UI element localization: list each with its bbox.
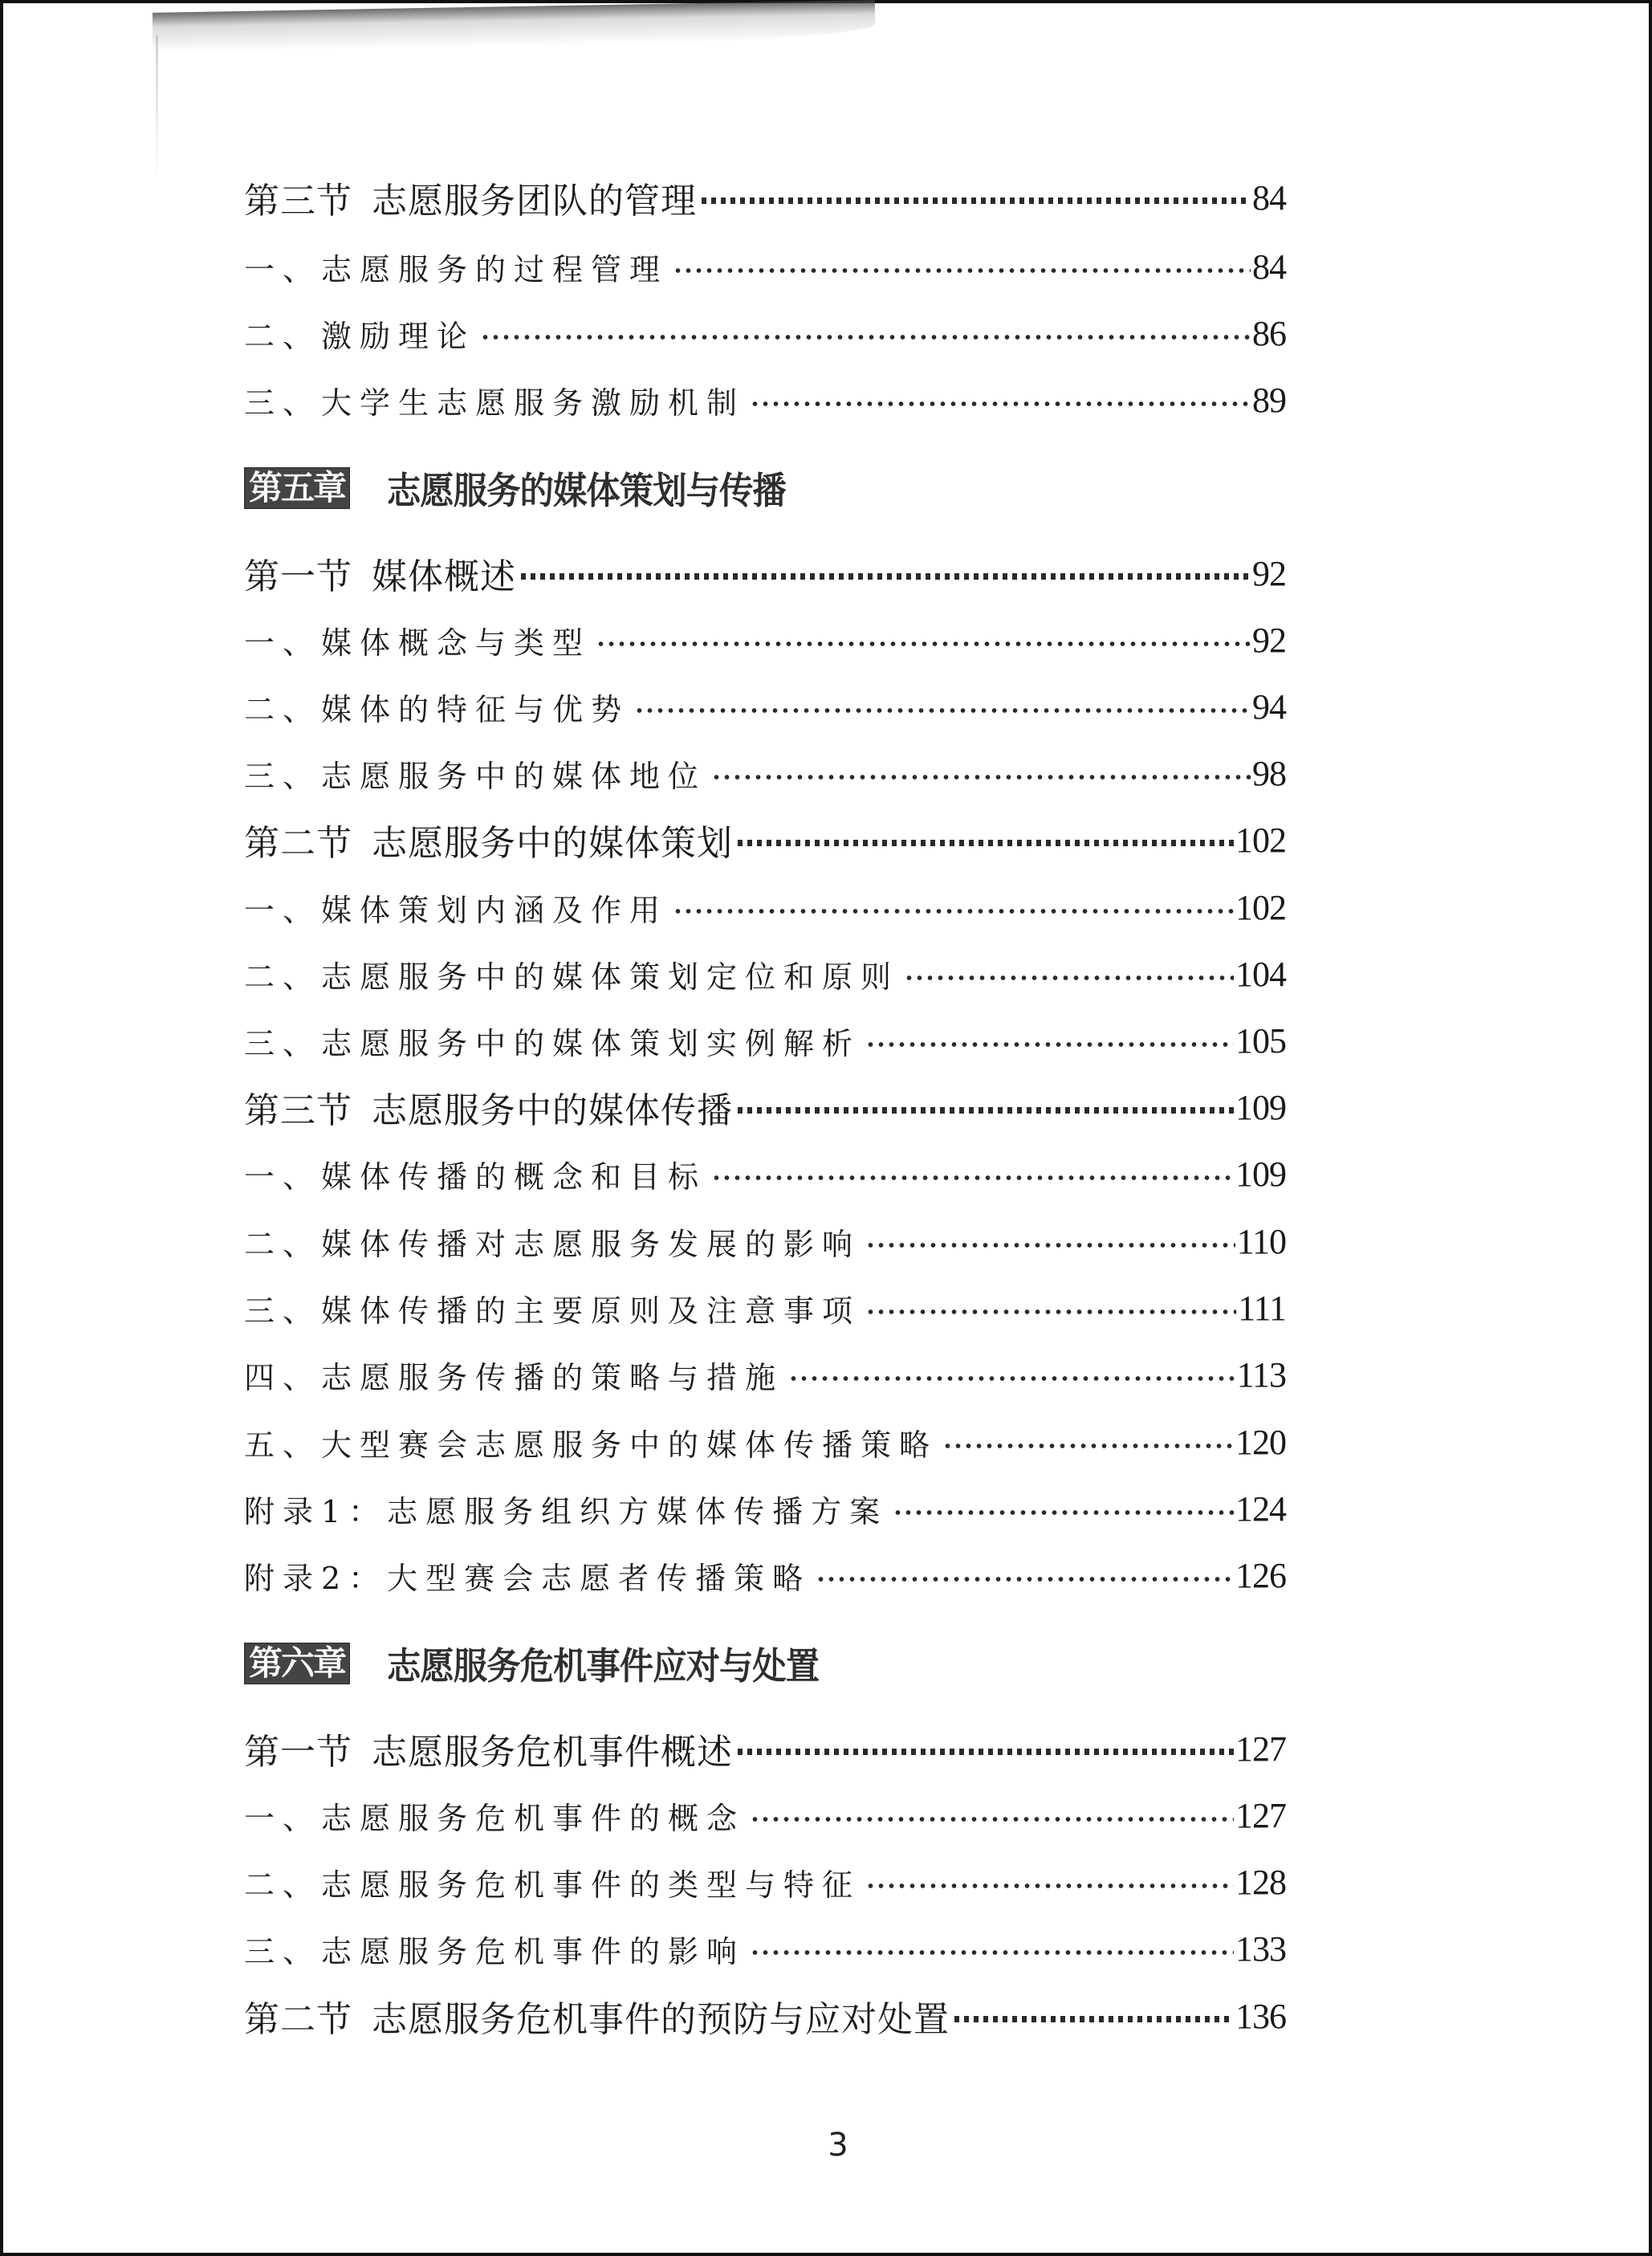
- chapter-title: 志愿服务的媒体策划与传播: [387, 469, 786, 512]
- toc-item-row[interactable]: [244, 1284, 1286, 1332]
- section-title: 志愿服务团队的管理: [372, 181, 697, 222]
- toc-item-row[interactable]: [244, 242, 1286, 291]
- toc-item-title: 三、志愿服务中的媒体地位: [244, 758, 707, 794]
- toc-appendix-row[interactable]: [244, 1484, 1286, 1533]
- page-ref: 133: [1235, 1928, 1286, 1969]
- toc-item-title: 二、激励理论: [244, 318, 476, 354]
- dot-leader: [865, 1040, 1234, 1049]
- dot-leader: [893, 1509, 1234, 1517]
- toc-item-row[interactable]: [244, 1418, 1286, 1466]
- page-ref: 105: [1235, 1020, 1286, 1061]
- page-ref: 128: [1235, 1862, 1286, 1902]
- page-ref: 102: [1235, 820, 1286, 860]
- dot-leader: [738, 1749, 1234, 1755]
- dot-leader: [904, 974, 1234, 982]
- toc-section-label: [244, 1081, 733, 1133]
- dot-leader: [634, 707, 1251, 715]
- dot-leader: [865, 1308, 1236, 1316]
- dot-leader: [711, 1174, 1234, 1182]
- page-ref: 84: [1252, 177, 1286, 218]
- toc-item-row[interactable]: [244, 883, 1286, 931]
- toc-item-title: 四、志愿服务传播的策略与措施: [244, 1359, 784, 1395]
- toc-item-row[interactable]: [244, 1150, 1286, 1198]
- section-title: 志愿服务中的媒体传播: [372, 1090, 733, 1131]
- page-ref: 102: [1235, 887, 1286, 927]
- toc-section-row[interactable]: [244, 1083, 1286, 1131]
- dot-leader: [750, 400, 1251, 408]
- toc-appendix-row[interactable]: [244, 1551, 1286, 1599]
- dot-leader: [702, 198, 1251, 204]
- toc-section-row[interactable]: [244, 1725, 1286, 1773]
- section-title: 志愿服务中的媒体策划: [372, 823, 733, 864]
- page-ref: 126: [1235, 1555, 1286, 1595]
- toc-section-label: [244, 172, 697, 223]
- dot-leader: [750, 1815, 1234, 1823]
- section-number: 第二节: [244, 823, 352, 864]
- toc-section-label: [244, 548, 516, 599]
- page-ref: 84: [1252, 246, 1286, 287]
- toc-item-title: 一、媒体传播的概念和目标: [244, 1159, 707, 1195]
- toc-item-title: 一、媒体策划内涵及作用: [244, 892, 669, 928]
- dot-leader: [788, 1374, 1235, 1383]
- dot-leader: [596, 640, 1251, 648]
- section-number: 第一节: [244, 1732, 352, 1773]
- toc-item-row[interactable]: [244, 616, 1286, 664]
- toc-item-title: 一、志愿服务的过程管理: [244, 251, 669, 287]
- dot-leader: [711, 773, 1251, 781]
- page-ref: 109: [1235, 1154, 1286, 1194]
- toc-section-label: [244, 1990, 950, 2042]
- page-ref: 127: [1235, 1795, 1286, 1835]
- toc-item-title: 三、媒体传播的主要原则及注意事项: [244, 1293, 861, 1329]
- dot-leader: [673, 267, 1251, 275]
- page-ref: 113: [1236, 1354, 1286, 1395]
- dot-leader: [673, 907, 1234, 915]
- toc-item-title: 五、大型赛会志愿服务中的媒体传播策略: [244, 1427, 938, 1463]
- chapter-heading[interactable]: [244, 466, 820, 511]
- toc-section-row[interactable]: [244, 549, 1286, 597]
- dot-leader: [816, 1575, 1234, 1583]
- toc-section-label: [244, 814, 733, 865]
- dot-leader: [480, 333, 1251, 341]
- page-ref: 98: [1252, 753, 1286, 793]
- toc-item-row[interactable]: [244, 682, 1286, 731]
- section-number: 第一节: [244, 556, 352, 597]
- toc-item-title: 三、志愿服务中的媒体策划实例解析: [244, 1025, 861, 1061]
- page-ref: 92: [1252, 553, 1286, 593]
- toc-item-row[interactable]: [244, 950, 1286, 998]
- toc-item-title: 二、媒体传播对志愿服务发展的影响: [244, 1226, 861, 1262]
- toc-item-title: 三、大学生志愿服务激励机制: [244, 385, 746, 421]
- chapter-heading[interactable]: [244, 1641, 857, 1686]
- dot-leader: [954, 2016, 1234, 2022]
- toc-item-title: 二、志愿服务中的媒体策划定位和原则: [244, 959, 900, 995]
- page-ref: 94: [1252, 686, 1286, 727]
- toc-item-title: 三、志愿服务危机事件的影响: [244, 1933, 746, 1969]
- toc-item-title: 附录1：志愿服务组织方媒体传播方案: [244, 1493, 889, 1529]
- chapter-number-badge: 第五章: [244, 467, 350, 509]
- toc-section-row[interactable]: [244, 816, 1286, 864]
- chapter-title: 志愿服务危机事件应对与处置: [387, 1644, 820, 1688]
- toc-item-title: 二、媒体的特征与优势: [244, 691, 630, 727]
- section-number: 第三节: [244, 1090, 352, 1131]
- toc-item-row[interactable]: [244, 309, 1286, 357]
- dot-leader: [738, 840, 1234, 846]
- page-ref: 110: [1236, 1221, 1286, 1261]
- dot-leader: [750, 1949, 1234, 1957]
- page-ref: 92: [1252, 620, 1286, 660]
- toc-item-row[interactable]: [244, 749, 1286, 797]
- page-ref: 120: [1235, 1422, 1286, 1462]
- section-title: 媒体概述: [372, 556, 516, 597]
- toc-item-title: 一、媒体概念与类型: [244, 625, 592, 661]
- dot-leader: [942, 1442, 1234, 1450]
- toc-item-row[interactable]: [244, 1924, 1286, 1973]
- page-ref: 111: [1238, 1288, 1286, 1328]
- page-ref: 136: [1235, 1996, 1286, 2036]
- chapter-number-badge: 第六章: [244, 1643, 350, 1684]
- section-title: 志愿服务危机事件的预防与应对处置: [372, 1999, 950, 2040]
- section-number: 第三节: [244, 181, 352, 222]
- page-ref: 124: [1235, 1488, 1286, 1529]
- toc-item-row[interactable]: [244, 1016, 1286, 1065]
- toc-item-row[interactable]: [244, 1791, 1286, 1839]
- toc-item-row[interactable]: [244, 1350, 1286, 1399]
- dot-leader: [738, 1107, 1234, 1114]
- page-number: 3: [828, 2127, 848, 2164]
- toc-section-row[interactable]: [244, 173, 1286, 222]
- toc-section-row[interactable]: [244, 1992, 1286, 2040]
- scan-fold-line: [156, 35, 158, 180]
- page-ref: 109: [1235, 1087, 1286, 1127]
- page-ref: 104: [1235, 954, 1286, 994]
- section-number: 第二节: [244, 1999, 352, 2040]
- toc-item-title: 一、志愿服务危机事件的概念: [244, 1800, 746, 1836]
- dot-leader: [865, 1241, 1235, 1249]
- toc-item-row[interactable]: [244, 376, 1286, 424]
- page-ref: 127: [1235, 1729, 1286, 1769]
- toc-item-title: 附录2：大型赛会志愿者传播策略: [244, 1560, 812, 1596]
- scan-shadow: [153, 0, 875, 53]
- toc-section-label: [244, 1723, 733, 1774]
- page-ref: 86: [1252, 313, 1286, 353]
- section-title: 志愿服务危机事件概述: [372, 1732, 733, 1773]
- toc-item-row[interactable]: [244, 1858, 1286, 1906]
- page-ref: 89: [1252, 380, 1286, 420]
- dot-leader: [521, 573, 1251, 580]
- dot-leader: [865, 1882, 1234, 1890]
- toc-item-row[interactable]: [244, 1217, 1286, 1265]
- toc-item-title: 二、志愿服务危机事件的类型与特征: [244, 1867, 861, 1903]
